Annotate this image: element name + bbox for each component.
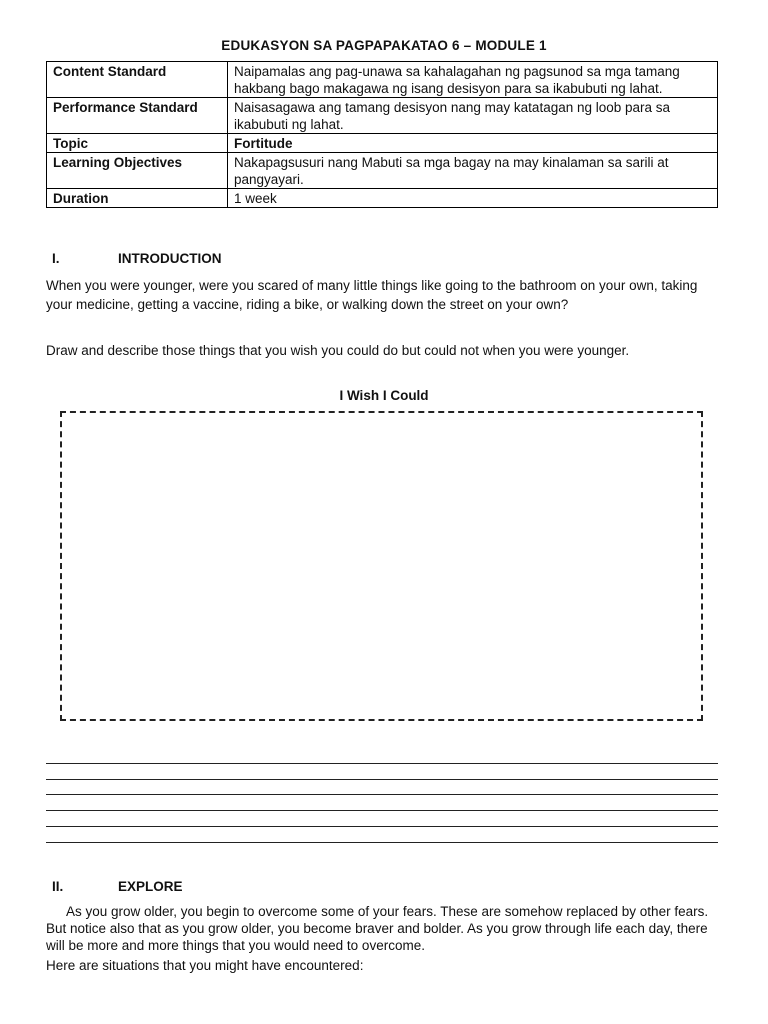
writing-line[interactable] — [46, 795, 718, 811]
writing-lines[interactable] — [46, 748, 718, 843]
duration-value: 1 week — [228, 189, 718, 208]
topic-label: Topic — [47, 134, 228, 153]
duration-label: Duration — [47, 189, 228, 208]
writing-line[interactable] — [46, 811, 718, 827]
learning-objectives-label: Learning Objectives — [47, 153, 228, 189]
section-number: II. — [52, 879, 64, 894]
content-standard-label: Content Standard — [47, 62, 228, 98]
performance-standard-label: Performance Standard — [47, 98, 228, 134]
section-number: I. — [52, 251, 60, 266]
explore-heading — [52, 879, 183, 894]
writing-line[interactable] — [46, 827, 718, 843]
writing-line[interactable] — [46, 780, 718, 796]
drawing-area[interactable] — [60, 411, 703, 721]
writing-line[interactable] — [46, 748, 718, 764]
performance-standard-value: Naisasagawa ang tamang desisyon nang may katatagan ng loob para sa ikabubuti ng lahat. — [228, 98, 718, 134]
situations-intro: Here are situations that you might have encountered: — [46, 958, 364, 973]
table-row — [47, 98, 718, 134]
introduction-heading — [52, 251, 222, 266]
learning-objectives-value: Nakapagsusuri nang Mabuti sa mga bagay na may kinalaman sa sarili at pangyayari. — [228, 153, 718, 189]
topic-value: Fortitude — [228, 134, 718, 153]
content-standard-value: Naipamalas ang pag-unawa sa kahalagahan ng pagsunod sa mga tamang hakbang bago makagawa ng isang desisyon para sa ikabubuti ng lahat. — [228, 62, 718, 98]
table-row — [47, 153, 718, 189]
module-info-table — [46, 61, 718, 208]
section-title: EXPLORE — [118, 879, 183, 894]
explore-paragraph: As you grow older, you begin to overcome some of your fears. These are somehow replaced by other fears. But notice also that as you grow older, you become braver and bolder. As you grow through life each day, there will be more and more things that you would need to overcome. — [46, 904, 709, 953]
table-row — [47, 189, 718, 208]
document-title: EDUKASYON SA PAGPAPAKATAO 6 – MODULE 1 — [221, 38, 547, 53]
drawing-box-title: I Wish I Could — [339, 388, 429, 403]
section-title: INTRODUCTION — [118, 251, 222, 266]
table-row — [47, 62, 718, 98]
instruction-paragraph: Draw and describe those things that you wish you could do but could not when you were younger. — [46, 343, 630, 358]
table-row — [47, 134, 718, 153]
introduction-paragraph: When you were younger, were you scared of many little things like going to the bathroom on your own, taking your medicine, getting a vaccine, riding a bike, or walking down the street on your own? — [46, 278, 698, 312]
writing-line[interactable] — [46, 764, 718, 780]
